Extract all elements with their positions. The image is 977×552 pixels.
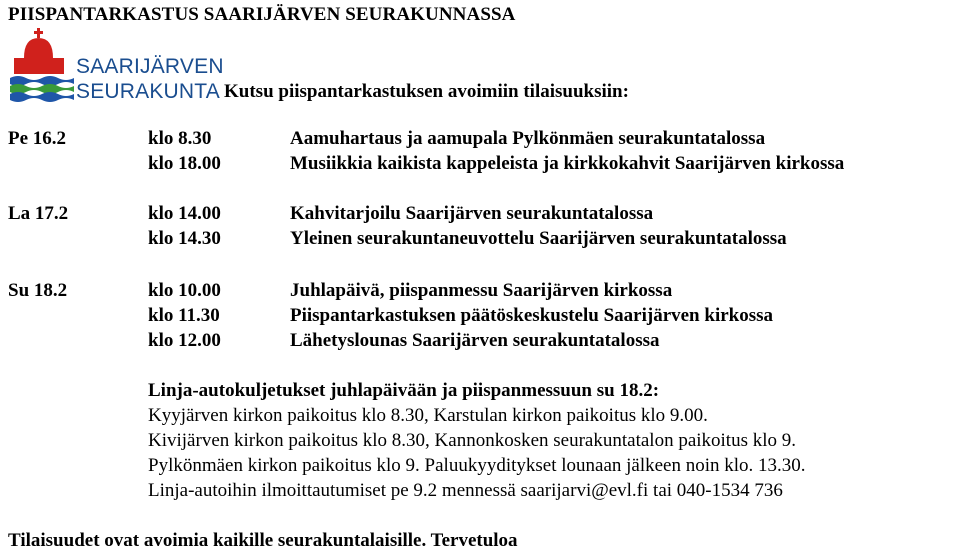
schedule-time: klo 8.30	[148, 128, 212, 149]
logo-text-line1: SAARIJÄRVEN	[76, 55, 224, 78]
church-on-waves-logo-icon	[10, 28, 74, 104]
schedule-time: klo 12.00	[148, 330, 221, 351]
schedule-desc: Kahvitarjoilu Saarijärven seurakuntatalossa	[290, 203, 654, 224]
schedule-time: klo 14.00	[148, 203, 221, 224]
schedule-desc: Yleinen seurakuntaneuvottelu Saarijärven seurakuntatalossa	[290, 228, 787, 249]
schedule-day: Su 18.2	[8, 280, 68, 301]
schedule-day: Pe 16.2	[8, 128, 67, 149]
bus-section-title: Linja-autokuljetukset juhlapäivään ja piispanmessuun su 18.2:	[148, 380, 660, 401]
schedule-desc: Aamuhartaus ja aamupala Pylkönmäen seurakuntatalossa	[290, 128, 766, 149]
page-title: PIISPANTARKASTUS SAARIJÄRVEN SEURAKUNNASSA	[8, 4, 516, 25]
schedule-time: klo 14.30	[148, 228, 221, 249]
intro-text: Kutsu piispantarkastuksen avoimiin tilaisuuksiin:	[224, 81, 629, 102]
bus-info-line: Linja-autoihin ilmoittautumiset pe 9.2 mennessä saarijarvi@evl.fi tai 040-1534 736	[148, 480, 783, 501]
bus-info-line: Pylkönmäen kirkon paikoitus klo 9. Paluukyyditykset lounaan jälkeen noin klo. 13.30.	[148, 455, 806, 476]
bus-info-line: Kyyjärven kirkon paikoitus klo 8.30, Karstulan kirkon paikoitus klo 9.00.	[148, 405, 708, 426]
parish-logo	[10, 28, 224, 108]
schedule-desc: Juhlapäivä, piispanmessu Saarijärven kirkossa	[290, 280, 673, 301]
schedule-desc: Lähetyslounas Saarijärven seurakuntatalossa	[290, 330, 660, 351]
logo-text-line2: SEURAKUNTA	[76, 80, 220, 103]
schedule-desc: Musiikkia kaikista kappeleista ja kirkkokahvit Saarijärven kirkossa	[290, 153, 845, 174]
schedule-desc: Piispantarkastuksen päätöskeskustelu Saarijärven kirkossa	[290, 305, 774, 326]
schedule-time: klo 11.30	[148, 305, 220, 326]
schedule-time: klo 18.00	[148, 153, 221, 174]
schedule-time: klo 10.00	[148, 280, 221, 301]
footer-note: Tilaisuudet ovat avoimia kaikille seurakuntalaisille. Tervetuloa	[8, 530, 518, 551]
schedule-day: La 17.2	[8, 203, 69, 224]
bus-info-line: Kivijärven kirkon paikoitus klo 8.30, Kannonkosken seurakuntatalon paikoitus klo 9.	[148, 430, 797, 451]
